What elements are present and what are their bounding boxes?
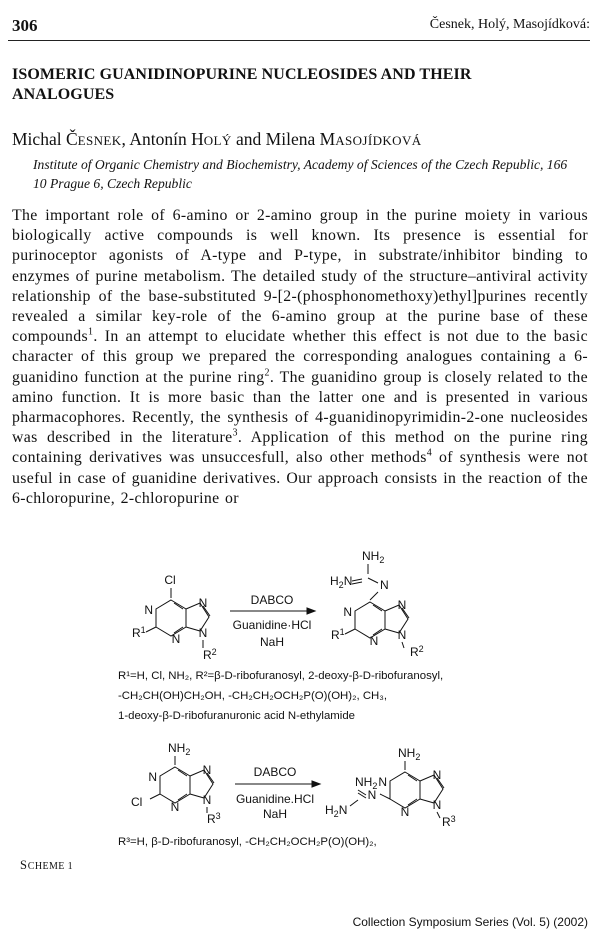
svg-text:R1: $R^1$ [132,625,146,640]
svg-text:NH2: $NH_2$ [168,741,191,757]
svg-text:N: N [171,632,181,646]
svg-text:N: N [432,798,442,812]
reaction1-reagent-dabco: DABCO [250,593,294,607]
reaction2-reagent-guanidine: Guanidine.HCl [235,792,315,806]
svg-text:NH2: $NH_2$ [362,549,385,565]
svg-text:N: N [432,768,442,782]
svg-text:N: N [397,628,407,642]
svg-text:H2N: $H_2N$ [325,803,348,819]
svg-text:N: N [148,770,157,784]
svg-text:N: N [378,775,387,789]
reaction2-legend-line: R³=H, β-D-ribofuranosyl, -CH₂CH₂OCH₂P(O)(OH)₂, [118,836,377,848]
svg-text:N: N [343,605,352,619]
author-conjunction: and [231,129,266,149]
reaction2-reactant-structure [131,741,221,826]
svg-text:R1: $R^1$ [331,627,345,642]
svg-text:H2N: $H_2N$ [330,574,353,590]
svg-text:NH2: $NH_2$ [398,746,421,762]
svg-text:R2: $R^2$ [410,644,424,659]
svg-text:N: N [397,598,407,612]
svg-text:Cl: Cl [131,795,143,809]
svg-text:N: N [144,603,153,617]
author-surname: HOLÝ [191,129,232,149]
scheme-caption: SCHEME 1 [20,858,74,872]
svg-text:R3: $R^3$ [442,814,456,829]
reaction1-legend-line: -CH₂CH(OH)CH₂OH, -CH₂CH₂OCH₂P(O)(OH)₂, CH₃, [118,690,388,702]
svg-text:N: N [367,788,377,802]
affiliation: Institute of Organic Chemistry and Biochemistry, Academy of Sciences of the Czech Republic, 166 10 Prague 6, Czech Republic [33,157,568,191]
reaction1-product-structure [330,549,424,659]
svg-text:N: N [380,578,389,592]
author-surname: ČESNEK [65,129,122,149]
reaction2-arrow [235,781,320,787]
author-first-name: Milena [265,129,316,149]
reaction2-reagent-dabco: DABCO [253,765,297,779]
reaction2-product-structure [325,746,456,829]
article-title: ISOMERIC GUANIDINOPURINE NUCLEOSIDES AND THEIR ANALOGUES [12,66,472,103]
svg-text:N: N [202,793,212,807]
author-surname: MASOJÍDKOVÁ [319,129,422,149]
page-number: 306 [12,16,38,35]
svg-text:R3: $R^3$ [207,811,221,826]
reaction1-legend-line: R¹=H, Cl, NH₂, R²=β-D-ribofuranosyl, 2-deoxy-β-D-ribofuranosyl, [118,670,444,682]
reference-marker: 4 [426,448,433,460]
svg-text:N: N [198,626,208,640]
reaction1-legend-line: 1-deoxy-β-D-ribofuranuronic acid N-ethylamide [118,710,355,722]
author-first-name: Antonín [129,129,187,149]
reference-marker: 3 [232,427,238,439]
reaction1-reactant-structure [132,573,217,662]
svg-text:N: N [198,596,208,610]
svg-text:N: N [202,763,212,777]
svg-text:Cl: Cl [164,573,176,587]
svg-text:NH2: $NH_2$ [355,775,378,791]
svg-text:N: N [170,800,180,814]
author-first-name: Michal [12,129,62,149]
reference-marker: 2 [264,367,270,379]
running-head-authors: Česnek, Holý, Masojídková: [429,17,590,32]
journal-footer: Collection Symposium Series (Vol. 5) (2002) [352,915,588,929]
svg-text:N: N [400,805,410,819]
reaction2-reagent-nah: NaH [262,807,288,821]
reaction1-reagent-nah: NaH [259,635,285,649]
reaction1-reagent-guanidine: Guanidine·HCl [232,618,312,632]
reaction1-arrow [230,608,315,614]
reference-marker: 1 [88,326,94,338]
svg-text:R2: $R^2$ [203,647,217,662]
body-paragraph: The important role of 6-amino or 2-amino group in the purine moiety in various biologically active compounds is well known. Its presence is essential for purinoceptor agonists of A-type and P-type, in substrate/inhibitor binding to enzymes of purine metabolism. The detailed study of the structure–antiviral activity relationship of the base-substituted 9-[2-(phosphonomethoxy)ethyl]purines recently revealed a similar key-role of the 6-amino group at the purine base of these compounds$^1$. In an attempt to elucidate whether this effect is not due to the basic character of this group we prepared the corresponding analogues containing a 6-guanidino function at the purine ring$^2$. The guanidino group is closely related to the amino function. It is more basic than the latter one and is presented in various pharmacophores. Recently, the synthesis of 4-guanidinopyrimidin-2-one nucleosides was described in the literature$^3$. Application of this method on the purine ring containing derivatives was unsuccesfull, also other methods$^4$ of synthesis were not useful in case of guanidine derivatives. Our approach consists in the reaction of the 6-chloropurine, 2-chloropurine or [12,207,588,507]
author-separator: , [121,129,130,149]
svg-text:N: N [369,634,379,648]
